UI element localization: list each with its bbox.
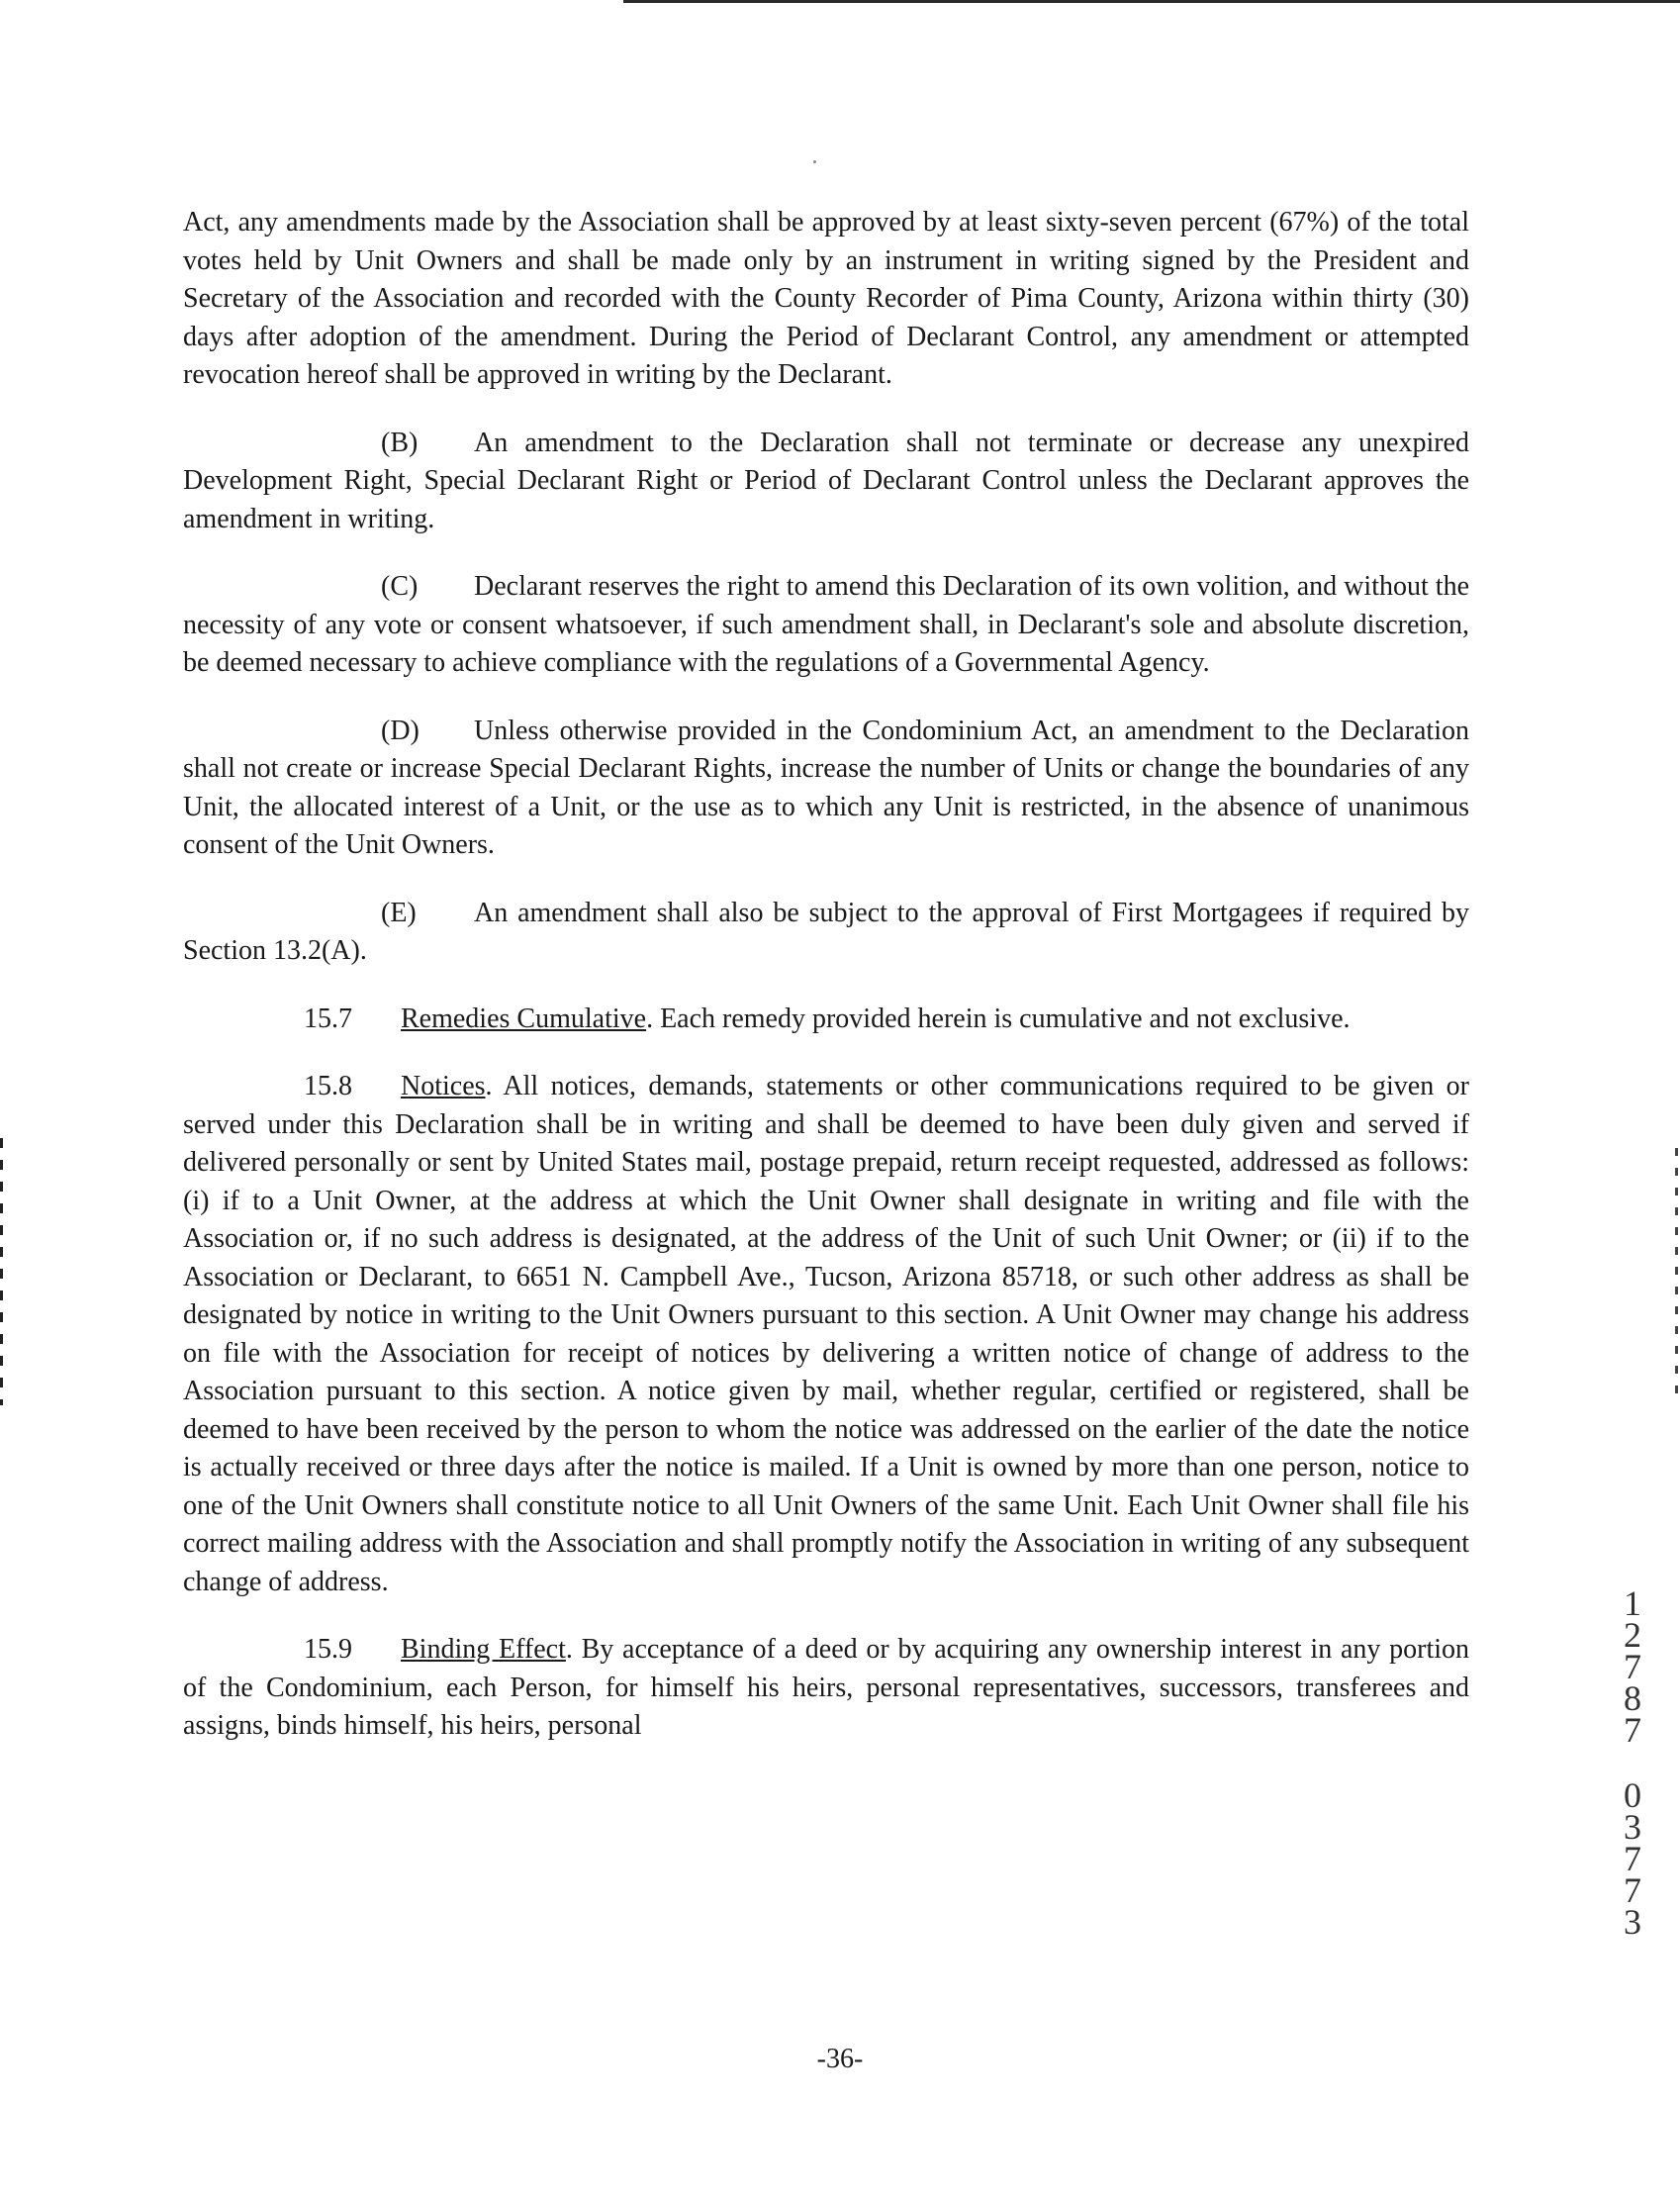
stamp-digit: 7 <box>1624 1839 1641 1878</box>
paragraph-b-text: An amendment to the Declaration shall not terminate or decrease any unexpired Development Right, Special Declarant Right or Period of Declarant Control unless the Declarant approves the amendment in writing. <box>183 427 1469 534</box>
section-15-7-text: . Each remedy provided herein is cumulative and not exclusive. <box>646 1003 1351 1034</box>
section-15-9-text: . By acceptance of a deed or by acquiring any ownership interest in any portion of the Condominium, each Person, for himself his heirs, personal representatives, successors, transferees and assigns, binds himself, his heirs, personal <box>183 1634 1470 1741</box>
paragraph-d <box>183 713 1469 865</box>
section-15-8-number: 15.8 <box>304 1071 352 1101</box>
scan-speck <box>813 160 816 163</box>
section-15-9-number: 15.9 <box>304 1634 352 1665</box>
section-15-8-title: Notices <box>401 1071 486 1101</box>
page-number: -36- <box>816 2044 864 2074</box>
scan-border-line <box>623 0 1680 3</box>
paragraph-c-text: Declarant reserves the right to amend this Declaration of its own volition, and without the necessity of any vote or consent whatsoever, if such amendment shall, in Declarant's sole and absolute discretion, be deemed necessary to achieve compliance with the regulations of a Governmental Agency. <box>183 571 1469 678</box>
paragraph-b-label: (B) <box>381 427 419 458</box>
scan-edge-artifact-left <box>0 1138 3 1405</box>
stamp-digit: 2 <box>1624 1615 1641 1655</box>
stamp-digit: 8 <box>1624 1678 1641 1718</box>
section-15-9-title: Binding Effect <box>401 1634 566 1665</box>
section-15-8 <box>183 1068 1469 1601</box>
recording-stamp <box>1616 1583 1649 1942</box>
stamp-digit: 3 <box>1624 1902 1641 1942</box>
document-body <box>183 204 1469 1775</box>
paragraph-intro: Act, any amendments made by the Association shall be approved by at least sixty-seven percent (67%) of the total votes held by Unit Owners and shall be made only by an instrument in writing signed by the President and Secretary of the Association and recorded with the County Recorder of Pima County, Arizona within thirty (30) days after adoption of the amendment. During the Period of Declarant Control, any amendment or attempted revocation hereof shall be approved in writing by the Declarant. <box>183 207 1469 390</box>
paragraph-c-label: (C) <box>381 571 419 602</box>
paragraph-d-text: Unless otherwise provided in the Condominium Act, an amendment to the Declaration shall not create or increase Special Declarant Rights, increase the number of Units or change the boundaries of any Unit, the allocated interest of a Unit, or the use as to which any Unit is restricted, in the absence of unanimous consent of the Unit Owners. <box>183 715 1469 860</box>
section-15-9 <box>183 1631 1469 1746</box>
paragraph-c <box>183 568 1469 683</box>
paragraph-e-label: (E) <box>381 897 417 928</box>
paragraph-d-label: (D) <box>381 715 420 746</box>
stamp-digit: 7 <box>1624 1870 1641 1910</box>
stamp-digit: 3 <box>1624 1807 1641 1847</box>
section-15-7-number: 15.7 <box>304 1003 352 1034</box>
section-15-7 <box>183 1001 1469 1039</box>
paragraph-e-text: An amendment shall also be subject to the approval of First Mortgagees if required by Section 13.2(A). <box>183 897 1469 966</box>
stamp-digit: 0 <box>1624 1775 1641 1815</box>
paragraph-b <box>183 425 1469 539</box>
stamp-digit: 7 <box>1624 1647 1641 1686</box>
paragraph-e <box>183 895 1469 971</box>
stamp-digit: 7 <box>1624 1710 1641 1750</box>
stamp-gap <box>1616 1746 1649 1779</box>
section-15-7-title: Remedies Cumulative <box>401 1003 647 1034</box>
section-15-8-text: . All notices, demands, statements or other communications required to be given or served under this Declaration shall be in writing and shall be deemed to have been duly given and served if delivered personally or sent by United States mail, postage prepaid, return receipt requested, addressed as follows: (i) if to a Unit Owner, at the address at which the Unit Owner shall designate in writing and file with the Association or, if no such address is designated, at the address of the Unit of such Unit Owner; or (ii) if to the Association or Declarant, to 6651 N. Campbell Ave., Tucson, Arizona 85718, or such other address as shall be designated by notice in writing to the Unit Owners pursuant to this section. A Unit Owner may change his address on file with the Association for receipt of notices by delivering a written notice of change of address to the Association pursuant to this section. A notice given by mail, whether regular, certified or registered, shall be deemed to have been received by the person to whom the notice was addressed on the earlier of the date the notice is actually received or three days after the notice is mailed. If a Unit is owned by more than one person, notice to one of the Unit Owners shall constitute notice to all Unit Owners of the same Unit. Each Unit Owner shall file his correct mailing address with the Association and shall promptly notify the Association in writing of any subsequent change of address. <box>183 1071 1469 1597</box>
scan-edge-artifact-right <box>1675 1148 1678 1395</box>
stamp-digit: 1 <box>1624 1583 1641 1623</box>
